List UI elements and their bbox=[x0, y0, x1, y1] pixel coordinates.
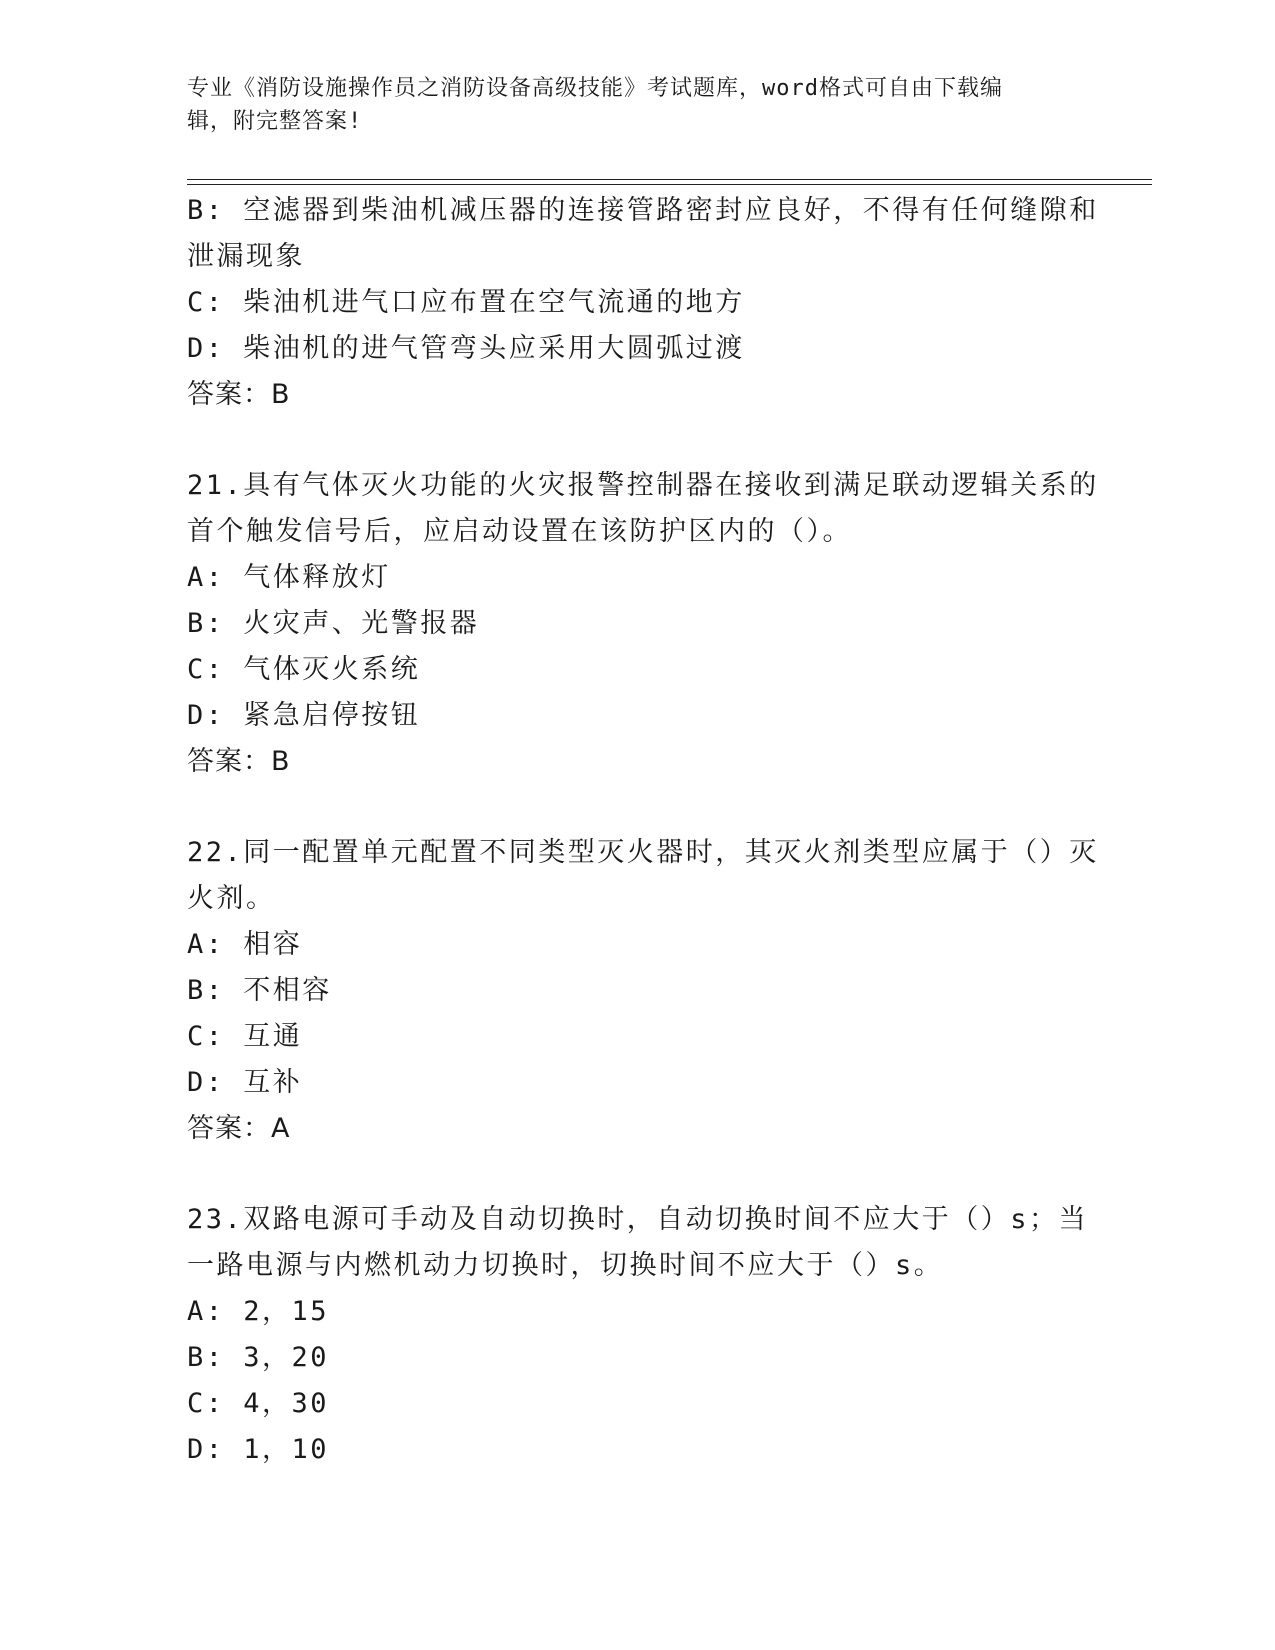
option-a: A: 2，15 bbox=[187, 1296, 330, 1327]
answer: 答案：A bbox=[187, 1113, 291, 1144]
question-stem-line-2: 一路电源与内燃机动力切换时，切换时间不应大于（）s。 bbox=[187, 1250, 944, 1281]
option-d: D: 紧急启停按钮 bbox=[187, 700, 421, 731]
option-d: D: 柴油机的进气管弯头应采用大圆弧过渡 bbox=[187, 333, 745, 364]
question-stem-line-1: 23.双路电源可手动及自动切换时，自动切换时间不应大于（）s；当 bbox=[187, 1204, 1089, 1235]
option-a: A: 相容 bbox=[187, 929, 303, 960]
answer: 答案：B bbox=[187, 379, 291, 410]
option-b: B: 火灾声、光警报器 bbox=[187, 608, 480, 639]
spacer bbox=[187, 418, 1087, 463]
question-list bbox=[187, 188, 1099, 1473]
question-23 bbox=[187, 1197, 1087, 1473]
answer: 答案：B bbox=[187, 746, 291, 777]
question-22 bbox=[187, 830, 1099, 1152]
spacer bbox=[187, 785, 1087, 830]
option-b-line-2: 泄漏现象 bbox=[187, 241, 305, 272]
option-a: A: 气体释放灯 bbox=[187, 562, 391, 593]
option-d: D: 互补 bbox=[187, 1067, 303, 1098]
document-header bbox=[187, 72, 1087, 138]
spacer bbox=[187, 1152, 1087, 1197]
option-c: C: 柴油机进气口应布置在空气流通的地方 bbox=[187, 287, 745, 318]
question-stem-line-1: 21.具有气体灭火功能的火灾报警控制器在接收到满足联动逻辑关系的 bbox=[187, 470, 1099, 501]
header-line-2: 辑，附完整答案! bbox=[187, 109, 363, 134]
option-d: D: 1，10 bbox=[187, 1434, 330, 1465]
question-stem-line-2: 火剂。 bbox=[187, 883, 276, 914]
option-c: C: 气体灭火系统 bbox=[187, 654, 421, 685]
question-21 bbox=[187, 463, 1099, 785]
option-c: C: 互通 bbox=[187, 1021, 303, 1052]
question-stem-line-1: 22.同一配置单元配置不同类型灭火器时，其灭火剂类型应属于（）灭 bbox=[187, 837, 1099, 868]
option-b: B: 3，20 bbox=[187, 1342, 330, 1373]
question-stem-line-2: 首个触发信号后，应启动设置在该防护区内的（）。 bbox=[187, 516, 852, 547]
option-b-line-1: B: 空滤器到柴油机减压器的连接管路密封应良好，不得有任何缝隙和 bbox=[187, 195, 1099, 226]
question-20-continued bbox=[187, 188, 1099, 418]
header-line-1: 专业《消防设施操作员之消防设备高级技能》考试题库，word格式可自由下载编 bbox=[187, 76, 1003, 101]
option-b: B: 不相容 bbox=[187, 975, 332, 1006]
option-c: C: 4，30 bbox=[187, 1388, 330, 1419]
header-divider-top bbox=[187, 179, 1152, 180]
header-divider-bottom bbox=[187, 184, 1152, 185]
